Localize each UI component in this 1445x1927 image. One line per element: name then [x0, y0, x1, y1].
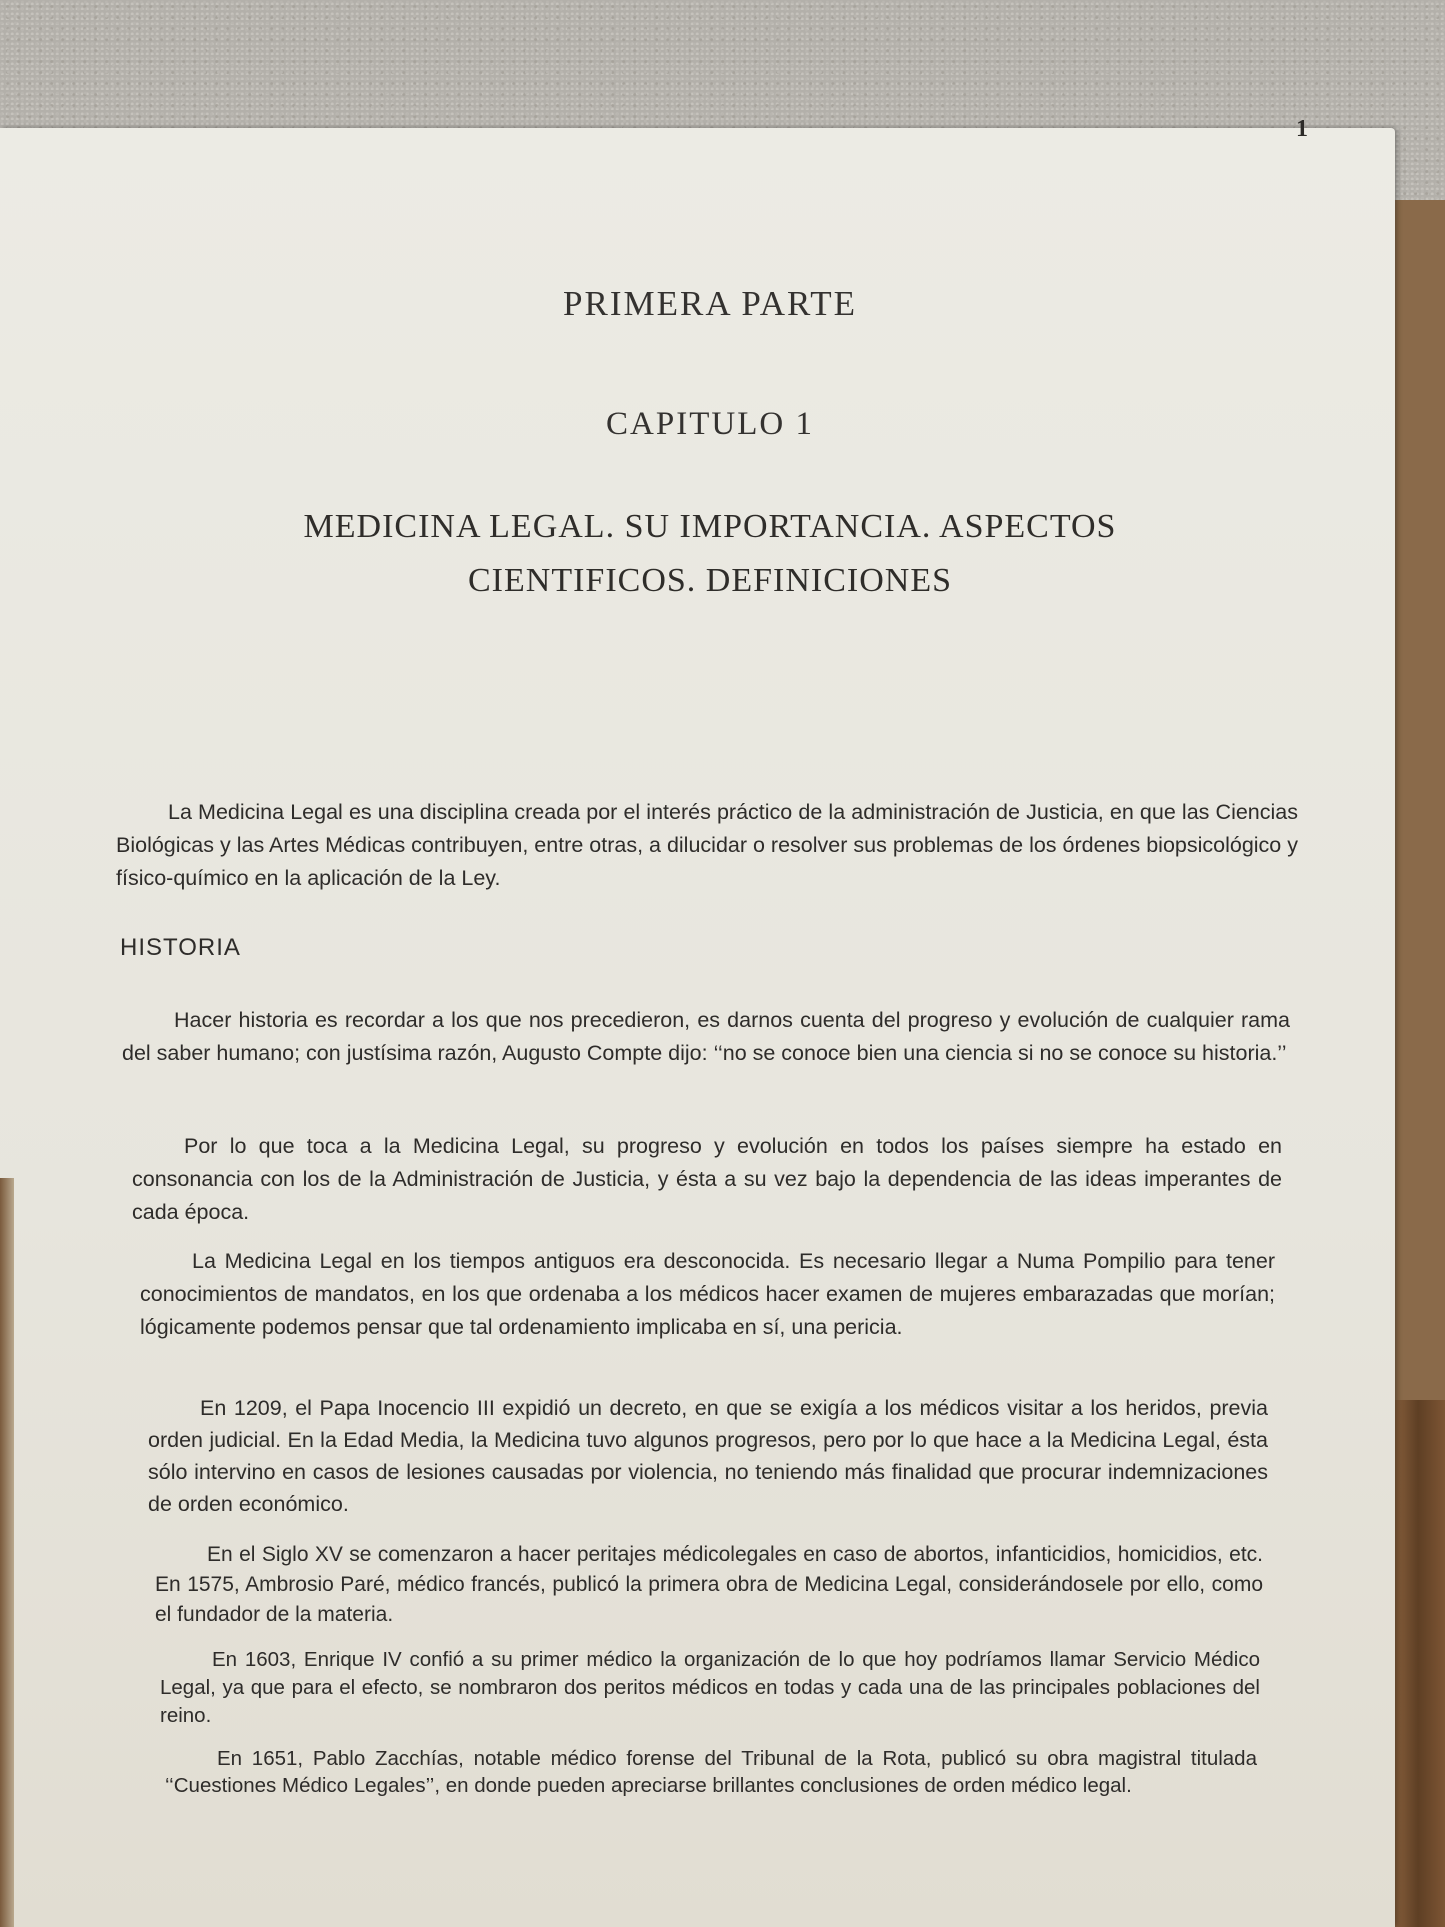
- page-edge: [0, 1178, 14, 1927]
- paragraph: Hacer historia es recordar a los que nos precedieron, es darnos cuenta del progreso y evolución de cualquier rama del saber humano; con justísima razón, Augusto Compte dijo: ‘‘no se conoce bien una ciencia si no se conoce su historia.’’: [122, 1008, 1290, 1065]
- page-number: 1: [1296, 116, 1308, 142]
- paragraph: En 1651, Pablo Zacchías, notable médico forense del Tribunal de la Rota, publicó su obra magistral titulada ‘‘Cuestiones Médico Legales’’, en donde pueden apreciarse brillantes conclusiones de orden médico legal.: [165, 1747, 1257, 1797]
- paragraph-intro: La Medicina Legal es una disciplina creada por el interés práctico de la administración de Justicia, en que las Ciencias Biológicas y las Artes Médicas contribuyen, entre otras, a dilucidar o resolver sus problemas de los órdenes biopsicológico y físico-químico en la aplicación de la Ley.: [116, 800, 1298, 890]
- section-heading: HISTORIA: [120, 934, 241, 961]
- paragraph: Por lo que toca a la Medicina Legal, su progreso y evolución en todos los países siempre ha estado en consonancia con los de la Administración de Justicia, y ésta a su vez bajo la dependencia de las ideas imperantes de cada época.: [132, 1134, 1282, 1224]
- paragraph: En el Siglo XV se comenzaron a hacer peritajes médicolegales en caso de abortos, infanticidios, homicidios, etc. En 1575, Ambrosio Paré, médico francés, publicó la primera obra de Medicina Legal, considerándosele por ello, como el fundador de la materia.: [155, 1543, 1263, 1626]
- chapter-subtitle: [200, 500, 1220, 608]
- chapter-subtitle-line-2: CIENTIFICOS. DEFINICIONES: [468, 562, 952, 599]
- chapter-subtitle-line-1: MEDICINA LEGAL. SU IMPORTANCIA. ASPECTOS: [303, 508, 1117, 545]
- paragraph: La Medicina Legal en los tiempos antiguos era desconocida. Es necesario llegar a Numa Pompilio para tener conocimientos de mandatos, en los que ordenaba a los médicos hacer examen de mujeres embarazadas que morían; lógicamente podemos pensar que tal ordenamiento implicaba en sí, una pericia.: [140, 1249, 1275, 1339]
- chapter-title: CAPITULO 1: [606, 406, 814, 442]
- paragraph: En 1209, el Papa Inocencio III expidió un decreto, en que se exigía a los médicos visitar a los heridos, previa orden judicial. En la Edad Media, la Medicina tuvo algunos progresos, pero por lo que hace a la Medicina Legal, ésta sólo intervino en casos de lesiones causadas por violencia, no teniendo más finalidad que procurar indemnizaciones de orden económico.: [148, 1396, 1268, 1516]
- paragraph: En 1603, Enrique IV confió a su primer médico la organización de lo que hoy podríamos llamar Servicio Médico Legal, ya que para el efecto, se nombraron dos peritos médicos en todas y cada una de las principales poblaciones del reino.: [160, 1648, 1260, 1727]
- part-title: PRIMERA PARTE: [563, 284, 857, 323]
